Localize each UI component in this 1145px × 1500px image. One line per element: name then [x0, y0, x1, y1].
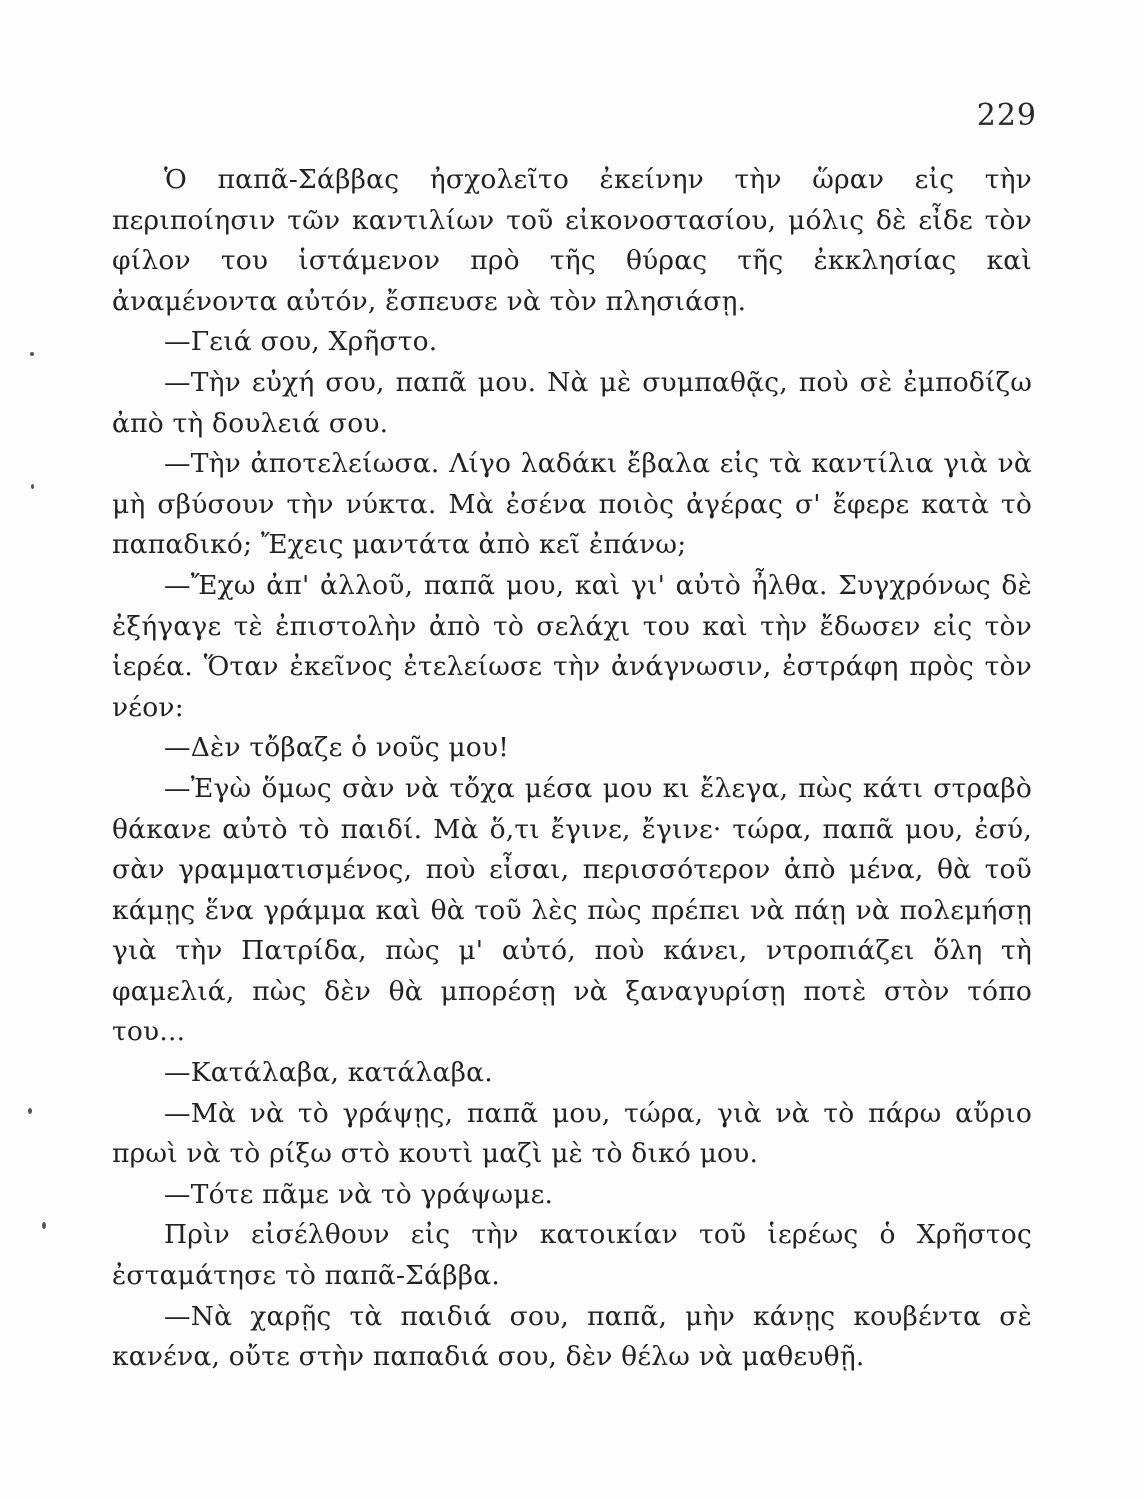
body-text: [112, 160, 1032, 1378]
scan-speck: [28, 1108, 32, 1114]
paragraph-dialogue: —Τότε πᾶμε νὰ τὸ γράψωμε.: [164, 1178, 554, 1210]
scan-speck: [31, 484, 34, 489]
paragraph-dialogue: —Ἔχω ἀπ' ἀλλοῦ, παπᾶ μου, καὶ γι' αὐτὸ ἦλθα. Συγχρόνως δὲ ἐξήγαγε τὲ ἐπιστολὴν ἀπὸ τὸ σελάχι του καὶ τὴν ἔδωσεν εἰς τὸν ἱερέα. Ὅταν ἐκεῖνος ἐτελείωσε τὴν ἀνάγνωσιν, ἐστράφη πρὸς τὸν νέον:: [112, 569, 1032, 723]
paragraph-dialogue: —Νὰ χαρῇς τὰ παιδιά σου, παπᾶ, μὴν κάνῃς κουβέντα σὲ κανένα, οὔτε στὴν παπαδιά σου, δὲν θέλω νὰ μαθευθῇ.: [112, 1300, 1032, 1373]
page-number: 229: [976, 98, 1037, 133]
paragraph-dialogue: —Δὲν τὄβαζε ὁ νοῦς μου!: [164, 732, 510, 764]
paragraph-dialogue: —Τὴν εὐχή σου, παπᾶ μου. Νὰ μὲ συμπαθᾷς, ποὺ σὲ ἐμποδίζω ἀπὸ τὴ δουλειά σου.: [112, 366, 1032, 439]
paragraph-narration: Πρὶν εἰσέλθουν εἰς τὴν κατοικίαν τοῦ ἱερέως ὁ Χρῆστος ἐσταμάτησε τὸ παπᾶ-Σάββα.: [112, 1219, 1032, 1292]
paragraph-dialogue: —Μὰ νὰ τὸ γράψῃς, παπᾶ μου, τώρα, γιὰ νὰ τὸ πάρω αὔριο πρωὶ νὰ τὸ ρίξω στὸ κουτὶ μαζὶ μὲ τὸ δικό μου.: [112, 1097, 1032, 1170]
paragraph-dialogue: —Γειά σου, Χρῆστο.: [164, 326, 438, 358]
scan-speck: [42, 1222, 46, 1229]
paragraph-dialogue: —Ἐγὼ ὅμως σὰν νὰ τὄχα μέσα μου κι ἔλεγα, πὼς κάτι στραβὸ θάκανε αὐτὸ τὸ παιδί. Μὰ ὅ,τι ἔγινε, ἔγινε· τώρα, παπᾶ μου, ἐσύ, σὰν γραμματισμένος, ποὺ εἶσαι, περισσότερον ἀπὸ μένα, θὰ τοῦ κάμῃς ἕνα γράμμα καὶ θὰ τοῦ λὲς πὼς πρέπει νὰ πάῃ νὰ πολεμήσῃ γιὰ τὴν Πατρίδα, πὼς μ' αὐτό, ποὺ κάνει, ντροπιάζει ὅλη τὴ φαμελιά, πὼς δὲν θὰ μπορέσῃ νὰ ξαναγυρίσῃ ποτὲ στὸν τόπο του...: [112, 772, 1032, 1048]
paragraph-dialogue: —Κατάλαβα, κατάλαβα.: [164, 1057, 493, 1089]
paragraph-narration-intro: Ὁ παπᾶ-Σάββας ἠσχολεῖτο ἐκείνην τὴν ὥραν εἰς τὴν περιποίησιν τῶν καντιλίων τοῦ εἰκονοστασίου, μόλις δὲ εἶδε τὸν φίλον του ἱστάμενον πρὸ τῆς θύρας τῆς ἐκκλησίας καὶ ἀναμένοντα αὐτόν, ἔσπευσε νὰ τὸν πλησιάσῃ.: [112, 164, 1032, 317]
paragraph-dialogue: —Τὴν ἀποτελείωσα. Λίγο λαδάκι ἔβαλα εἰς τὰ καντίλια γιὰ νὰ μὴ σβύσουν τὴν νύκτα. Μὰ ἐσένα ποιὸς ἀγέρας σ' ἔφερε κατὰ τὸ παπαδικό; Ἔχεις μαντάτα ἀπὸ κεῖ ἐπάνω;: [112, 448, 1032, 561]
scan-speck: [30, 352, 34, 356]
